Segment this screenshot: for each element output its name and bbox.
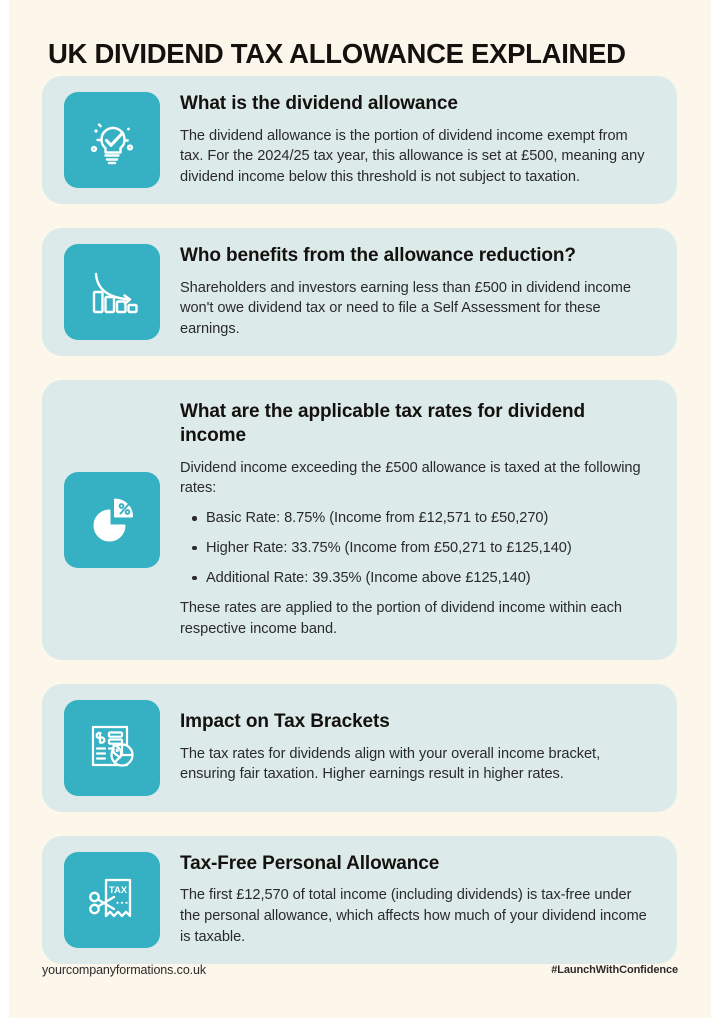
tax-rate-list	[180, 508, 653, 588]
tax-rate-item: Basic Rate: 8.75% (Income from £12,571 to £50,270)	[206, 508, 653, 529]
declining-bar-chart-icon	[64, 244, 160, 340]
invoice-pie-chart-icon	[64, 700, 160, 796]
scissors-tax-tag-icon	[64, 852, 160, 948]
tax-rate-item: Additional Rate: 39.35% (Income above £125,140)	[206, 568, 653, 589]
footer	[42, 963, 678, 977]
card-title: What is the dividend allowance	[180, 93, 458, 115]
card-title: Impact on Tax Brackets	[180, 711, 390, 733]
tax-rate-item: Higher Rate: 33.75% (Income from £50,271 to £125,140)	[206, 538, 653, 559]
card-tax-brackets	[42, 684, 677, 812]
card-intro-text: Dividend income exceeding the £500 allowance is taxed at the following rates:	[180, 459, 641, 497]
card-dividend-allowance	[42, 76, 677, 204]
card-title: Tax-Free Personal Allowance	[180, 852, 440, 874]
card-who-benefits	[42, 228, 677, 356]
card-body	[180, 92, 657, 187]
card-personal-allowance	[42, 836, 677, 964]
card-body	[180, 400, 657, 640]
card-text: Shareholders and investors earning less than £500 in dividend income won't owe dividend tax or need to file a Self Assessment for these earnings.	[180, 279, 631, 338]
card-body	[180, 710, 657, 785]
lightbulb-check-icon	[64, 92, 160, 188]
footer-website[interactable]: yourcompanyformations.co.uk	[42, 963, 207, 977]
card-tax-rates	[42, 380, 677, 660]
card-text: The dividend allowance is the portion of dividend income exempt from tax. For the 2024/25 tax year, this allowance is set at £500, meaning any dividend income below this threshold is not subject to taxation.	[180, 127, 645, 186]
pie-chart-percent-icon	[64, 472, 160, 568]
card-title: What are the applicable tax rates for dividend income	[180, 401, 586, 447]
card-body	[180, 244, 657, 339]
card-text: The first £12,570 of total income (including dividends) is tax-free under the personal allowance, which affects how much of your dividend income is taxable.	[180, 887, 647, 945]
card-text: The tax rates for dividends align with your overall income bracket, ensuring fair taxation. Higher earnings result in higher rates.	[180, 745, 601, 783]
card-list	[42, 76, 677, 988]
svg-text:TAX: TAX	[108, 884, 128, 896]
card-title: Who benefits from the allowance reduction?	[180, 245, 576, 267]
card-body	[180, 852, 657, 947]
card-outro-text: These rates are applied to the portion of dividend income within each respective income band.	[180, 600, 622, 637]
page-title: UK DIVIDEND TAX ALLOWANCE EXPLAINED	[48, 38, 626, 70]
footer-hashtag: #LaunchWithConfidence	[551, 964, 678, 976]
